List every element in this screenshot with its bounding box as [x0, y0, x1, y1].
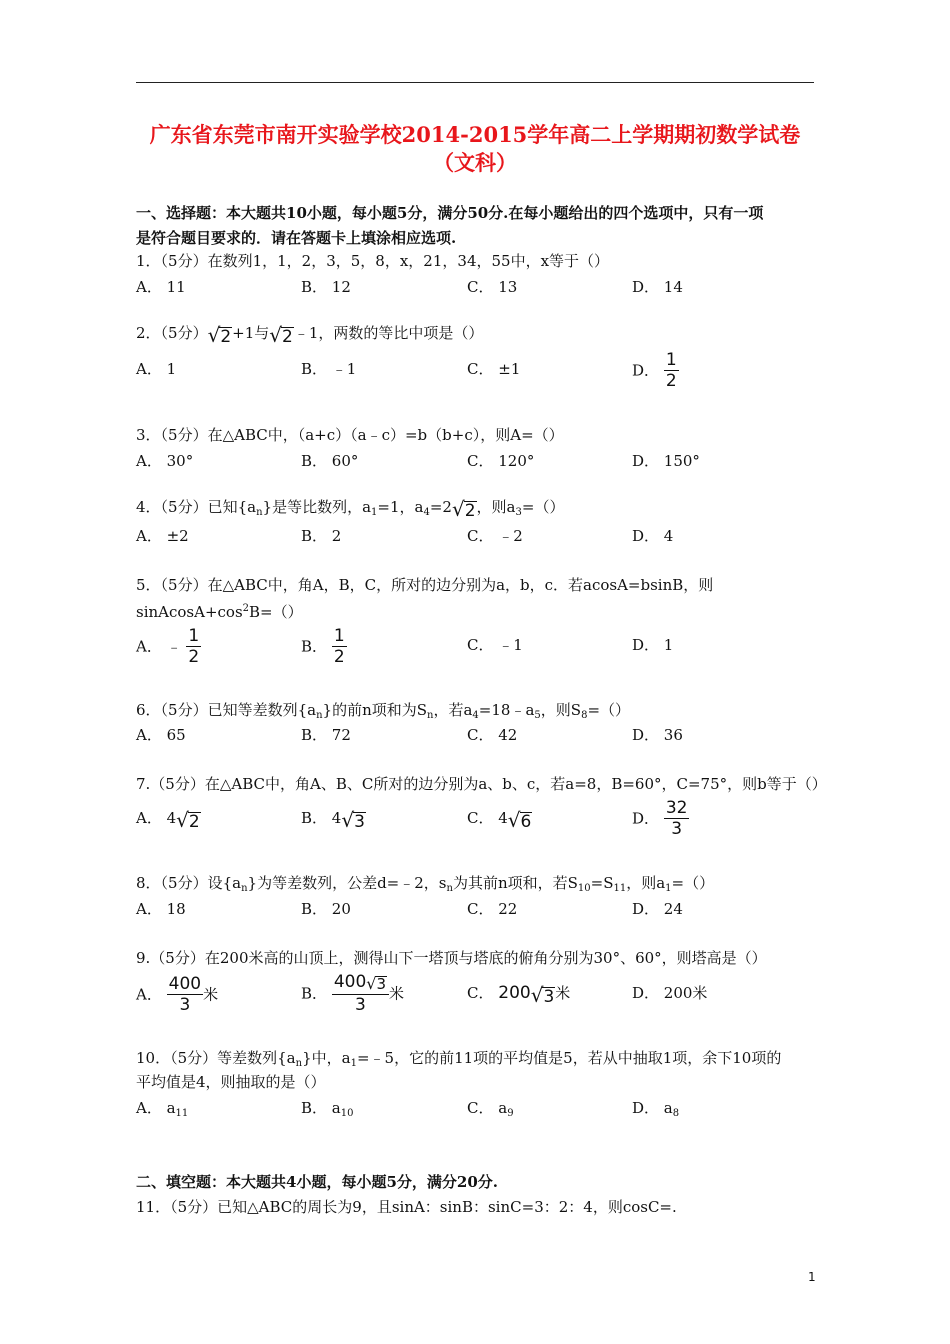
question-8-option-b: B． 20 — [301, 900, 351, 918]
question-8-option-c: C． 22 — [467, 900, 518, 918]
question-9-option-d: D． 200米 — [632, 984, 708, 1002]
sqrt-2: √2 — [176, 808, 200, 832]
sqrt-3: √3 — [530, 983, 555, 1007]
section-1-heading-line1: 一、选择题：本大题共10小题，每小题5分，满分50分.在每小题给出的四个选项中，只有一项 — [136, 204, 764, 222]
question-5-option-d: D． 1 — [632, 636, 674, 654]
question-2-option-b: B． ﹣1 — [301, 360, 357, 378]
question-7-option-b: B． 4√3 — [301, 808, 365, 832]
fraction: $\frac{400}{3}$ — [168, 974, 202, 1015]
question-6-option-d: D． 36 — [632, 726, 683, 744]
question-10-stem-line2: 平均值是4，则抽取的是（） — [136, 1073, 326, 1091]
question-4-option-c: C． ﹣2 — [467, 527, 523, 545]
question-3-option-d: D． 150° — [632, 452, 700, 470]
question-2-option-d: D． $\frac{1}{2}$ — [632, 350, 677, 391]
section-2-heading: 二、填空题：本大题共4小题，每小题5分，满分20分. — [136, 1173, 498, 1191]
fraction: $\frac{1}{2}$ — [333, 626, 345, 667]
question-10-option-d: D． $a_8$ — [632, 1099, 680, 1119]
question-4-option-b: B． 2 — [301, 527, 342, 545]
question-9-stem: 9.（5分）在200米高的山顶上，测得山下一塔顶与塔底的俯角分别为30°、60°，则塔高是（） — [136, 949, 767, 967]
question-7-option-c: C． 4√6 — [467, 808, 532, 832]
question-3-stem: 3．（5分）在△ABC中，（a+c）（a﹣c）=b（b+c），则A=（） — [136, 426, 564, 444]
question-1-option-a: A． 11 — [136, 278, 186, 296]
question-1-stem: 1．（5分）在数列1，1，2，3，5，8，x，21，34，55中，x等于（） — [136, 252, 610, 270]
question-6-option-a: A． 65 — [136, 726, 186, 744]
question-11-stem: 11．（5分）已知△ABC的周长为9，且sinA：sinB：sinC=3：2：4，则cosC=. — [136, 1198, 677, 1216]
question-6-stem: 6．（5分）已知等差数列$\{a_n\}$的前n项和为$S_n$，若$a_4=18﹣a_5$，则$S_8=()$ — [136, 701, 631, 721]
question-1-option-c: C． 13 — [467, 278, 518, 296]
question-9-option-a: A． $\frac{400}{3}$ 米 — [136, 974, 219, 1015]
sqrt-2: √2 — [269, 323, 293, 347]
question-1-option-b: B． 12 — [301, 278, 351, 296]
sqrt-2: √2 — [207, 323, 232, 347]
section-1-heading-line2: 是符合题目要求的．请在答题卡上填涂相应选项. — [136, 229, 457, 247]
question-6-option-c: C． 42 — [467, 726, 518, 744]
question-9-option-c: C． 200√3米 — [467, 983, 571, 1007]
sqrt-3: √3 — [366, 974, 387, 993]
question-2-option-a: A． 1 — [136, 360, 177, 378]
question-10-option-a: A． $a_{11}$ — [136, 1099, 189, 1119]
sqrt-6: √6 — [507, 808, 532, 832]
question-10-option-c: C． $a_9$ — [467, 1099, 514, 1119]
question-9-option-b: B． $\frac{400√3}{3}$ 米 — [301, 972, 405, 1015]
question-7-option-a: A． 4√2 — [136, 808, 200, 832]
question-10-option-b: B． $a_{10}$ — [301, 1099, 354, 1119]
document-title: 广东省东莞市南开实验学校2014-2015学年高二上学期期初数学试卷 — [149, 122, 801, 147]
fraction: $\frac{1}{2}$ — [665, 350, 677, 391]
question-3-option-b: B． 60° — [301, 452, 359, 470]
sqrt-2: √2 — [451, 497, 476, 521]
question-2-stem: 2．（5分）√2+1与√2﹣1，两数的等比中项是（） — [136, 323, 484, 347]
question-2-option-c: C． ±1 — [467, 360, 521, 378]
question-7-stem: 7.（5分）在△ABC中，角A、B、C所对的边分别为a、b、c，若a=8，B=60°，C=75°，则b等于（） — [136, 775, 827, 793]
question-5-option-a: A． ﹣ $\frac{1}{2}$ — [136, 626, 200, 667]
fraction: $\frac{400√3}{3}$ — [332, 972, 389, 1015]
question-5-option-b: B． $\frac{1}{2}$ — [301, 626, 345, 667]
fraction: $\frac{1}{2}$ — [188, 626, 200, 667]
question-6-option-b: B． 72 — [301, 726, 351, 744]
document-subtitle: （文科） — [433, 150, 517, 175]
question-4-option-d: D． 4 — [632, 527, 674, 545]
question-4-stem: 4．（5分）已知$\{a_n\}$是等比数列，$a_1=1$，$a_4=2√2$，则$a_3=()$ — [136, 497, 565, 521]
question-5-stem-line1: 5．（5分）在△ABC中，角A，B，C，所对的边分别为a，b，c．若acosA=bsinB，则 — [136, 576, 714, 594]
question-5-stem-line2: $sinAcosA+\cos^2B=()$ — [136, 603, 303, 621]
question-7-option-d: D． $\frac{32}{3}$ — [632, 798, 688, 839]
question-8-option-a: A． 18 — [136, 900, 186, 918]
page-number: 1 — [808, 1270, 816, 1284]
question-1-option-d: D． 14 — [632, 278, 683, 296]
question-3-option-c: C． 120° — [467, 452, 535, 470]
question-8-stem: 8．（5分）设$\{a_n\}$为等差数列，公差d=﹣2，$s_n$为其前n项和，若$S_{10}=S_{11}$，则$a_1=()$ — [136, 874, 715, 894]
fraction: $\frac{32}{3}$ — [665, 798, 688, 839]
question-5-option-c: C． ﹣1 — [467, 636, 523, 654]
question-4-option-a: A． ±2 — [136, 527, 189, 545]
question-8-option-d: D． 24 — [632, 900, 683, 918]
question-10-stem-line1: 10．（5分）等差数列$\{a_n\}$中，$a_1=﹣5$，它的前11项的平均值是5，若从中抽取1项，余下10项的 — [136, 1049, 782, 1069]
header-rule — [136, 82, 814, 83]
question-3-option-a: A． 30° — [136, 452, 194, 470]
sqrt-3: √3 — [341, 808, 365, 832]
